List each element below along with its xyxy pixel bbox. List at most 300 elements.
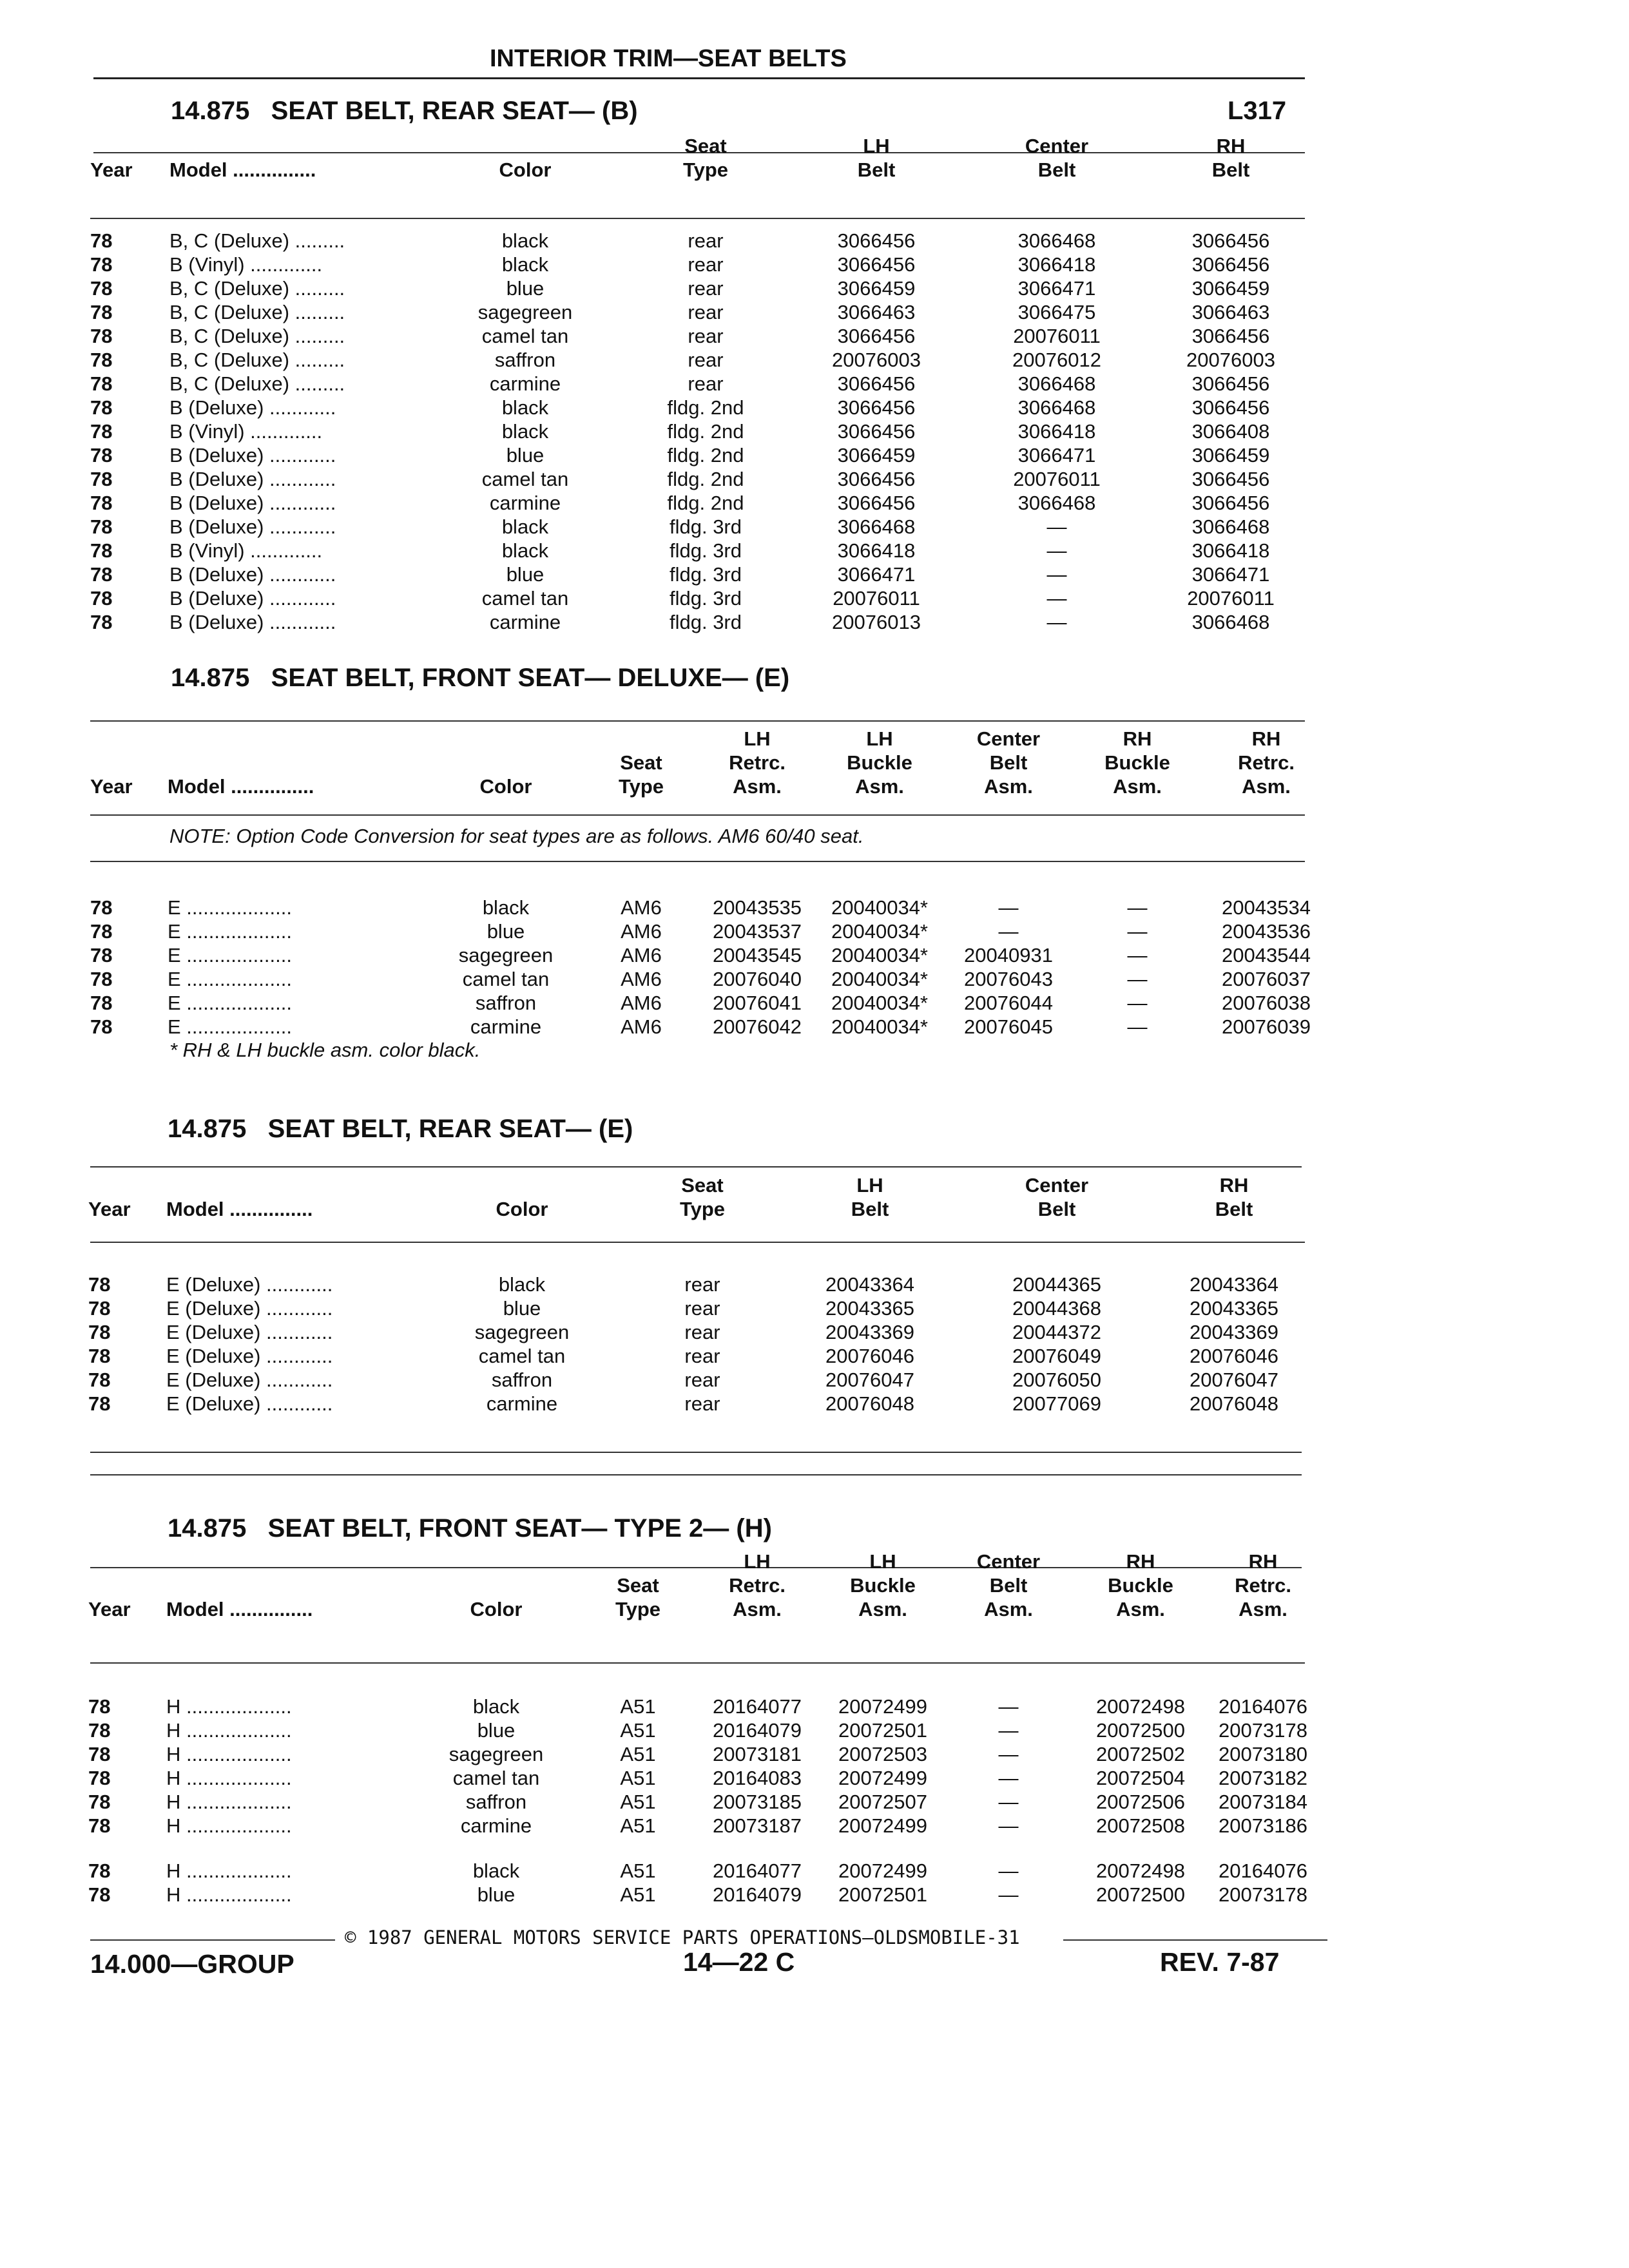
table-cell: 20076046 (1190, 1345, 1278, 1367)
table-cell: 20072499 (838, 1767, 927, 1789)
year-cell: 78 (90, 515, 113, 538)
table-cell: fldg. 3rd (669, 611, 742, 633)
table-cell: — (1046, 587, 1067, 610)
table-cell: 3066468 (1017, 229, 1096, 252)
table-cell: 3066471 (1191, 563, 1270, 586)
table-cell: black (501, 229, 549, 252)
year-cell: 78 (88, 1273, 111, 1296)
table-cell: 20043364 (825, 1273, 914, 1296)
table-cell: 20044372 (1012, 1321, 1101, 1343)
table-cell: carmine (489, 372, 561, 395)
section-end-rule (90, 1474, 1302, 1475)
table-cell: 20076042 (713, 1015, 802, 1038)
table-cell: 3066456 (1191, 492, 1270, 514)
year-cell: 78 (90, 229, 113, 252)
table-cell: camel tan (478, 1345, 566, 1367)
table-cell: 3066456 (1191, 468, 1270, 490)
table-cell: B, C (Deluxe) ......... (169, 277, 345, 300)
table-cell: B, C (Deluxe) ......... (169, 325, 345, 347)
year-cell: 78 (88, 1860, 111, 1882)
table-cell: E (Deluxe) ............ (166, 1321, 333, 1343)
table-cell: E (Deluxe) ............ (166, 1297, 333, 1320)
table-cell: A51 (620, 1719, 656, 1742)
table-cell: saffron (465, 1791, 527, 1813)
table-cell: 20076041 (713, 992, 802, 1014)
column-header: Seat Type (615, 1574, 661, 1620)
table-cell: B, C (Deluxe) ......... (169, 372, 345, 395)
table-cell: 3066471 (1017, 444, 1096, 466)
year-cell: 78 (90, 420, 113, 443)
table-cell: 3066456 (837, 372, 916, 395)
table-cell: 20072503 (838, 1743, 927, 1765)
table-cell: 3066459 (1191, 444, 1270, 466)
table-cell: E ................... (168, 1015, 292, 1038)
table-cell: 20076044 (964, 992, 1053, 1014)
column-header: Center Belt (1025, 1174, 1089, 1220)
table-cell: 20076049 (1012, 1345, 1101, 1367)
table-cell: camel tan (462, 968, 550, 990)
year-cell: 78 (88, 1392, 111, 1415)
table-cell: — (1046, 563, 1067, 586)
year-cell: 78 (90, 587, 113, 610)
page-code: L317 (1228, 97, 1287, 125)
table-cell: 20076013 (832, 611, 921, 633)
column-header: Center Belt Asm. (976, 727, 1041, 798)
section-b-title: 14.875 SEAT BELT, REAR SEAT— (B) (171, 97, 638, 125)
year-cell: 78 (88, 1791, 111, 1813)
table-cell: 3066468 (1017, 372, 1096, 395)
table-cell: rear (684, 1392, 720, 1415)
table-cell: 3066418 (1191, 539, 1270, 562)
table-cell: 20040034* (831, 944, 928, 966)
table-cell: 20076011 (833, 587, 920, 610)
table-cell: rear (688, 349, 724, 371)
table-cell: 20076037 (1222, 968, 1311, 990)
table-cell: 20044365 (1012, 1273, 1101, 1296)
table-cell: rear (684, 1345, 720, 1367)
table-cell: 20073185 (713, 1791, 802, 1813)
table-cell: B (Vinyl) ............. (169, 539, 323, 562)
table-cell: 3066468 (1017, 396, 1096, 419)
table-cell: AM6 (621, 968, 662, 990)
table-cell: B, C (Deluxe) ......... (169, 349, 345, 371)
table-cell: 20043545 (713, 944, 802, 966)
note-rule (90, 861, 1305, 862)
table-cell: E (Deluxe) ............ (166, 1369, 333, 1391)
table-cell: E ................... (168, 992, 292, 1014)
table-cell: AM6 (621, 896, 662, 919)
table-cell: B (Vinyl) ............. (169, 420, 323, 443)
revision: REV. 7-87 (1160, 1947, 1280, 1977)
year-cell: 78 (90, 563, 113, 586)
year-cell: 78 (90, 968, 113, 990)
year-cell: 78 (88, 1345, 111, 1367)
table-cell: H ................... (166, 1791, 292, 1813)
table-cell: carmine (460, 1814, 532, 1837)
year-cell: 78 (90, 896, 113, 919)
table-cell: B (Deluxe) ............ (169, 444, 336, 466)
table-cell: — (1046, 515, 1067, 538)
table-cell: 20072501 (838, 1719, 927, 1742)
column-header: Seat Type (618, 751, 664, 798)
table-cell: 20073180 (1219, 1743, 1307, 1765)
table-cell: 20164079 (713, 1719, 802, 1742)
table-cell: 3066456 (1191, 325, 1270, 347)
table-cell: H ................... (166, 1743, 292, 1765)
table-cell: 20164077 (713, 1860, 802, 1882)
table-cell: 20072501 (838, 1883, 927, 1906)
table-cell: 20164076 (1219, 1860, 1307, 1882)
table-cell: black (501, 515, 549, 538)
table-cell: 20043365 (1190, 1297, 1278, 1320)
header-rule (90, 1662, 1305, 1664)
table-cell: 20072507 (838, 1791, 927, 1813)
column-header: RH Buckle Asm. (1108, 1550, 1173, 1620)
table-cell: 20043365 (825, 1297, 914, 1320)
table-cell: 20073182 (1219, 1767, 1307, 1789)
table-cell: black (498, 1273, 546, 1296)
year-cell: 78 (90, 539, 113, 562)
table-cell: 20072498 (1096, 1695, 1185, 1718)
table-cell: 3066456 (1191, 396, 1270, 419)
section-h-title: 14.875 SEAT BELT, FRONT SEAT— TYPE 2— (H) (168, 1514, 772, 1542)
section-e-rear-title: 14.875 SEAT BELT, REAR SEAT— (E) (168, 1115, 633, 1143)
table-cell: fldg. 3rd (669, 587, 742, 610)
table-cell: — (1046, 539, 1067, 562)
table-cell: 20072500 (1096, 1719, 1185, 1742)
table-cell: 3066456 (1191, 229, 1270, 252)
table-cell: — (1127, 992, 1148, 1014)
year-cell: 78 (88, 1297, 111, 1320)
table-cell: 20076045 (964, 1015, 1053, 1038)
column-header: LH Retrc. Asm. (729, 727, 786, 798)
table-cell: carmine (470, 1015, 542, 1038)
column-header: Color (479, 775, 532, 798)
table-cell: 20040034* (831, 992, 928, 1014)
column-header: Color (470, 1598, 523, 1620)
buckle-footnote: * RH & LH buckle asm. color black. (169, 1039, 481, 1061)
table-cell: H ................... (166, 1695, 292, 1718)
table-cell: — (1127, 1015, 1148, 1038)
table-cell: 20072499 (838, 1860, 927, 1882)
table-cell: rear (684, 1297, 720, 1320)
table-cell: 3066471 (837, 563, 916, 586)
table-cell: — (1127, 944, 1148, 966)
table-cell: 20072508 (1096, 1814, 1185, 1837)
table-cell: H ................... (166, 1719, 292, 1742)
year-cell: 78 (90, 611, 113, 633)
table-cell: black (501, 253, 549, 276)
table-cell: B (Deluxe) ............ (169, 468, 336, 490)
table-cell: black (472, 1860, 520, 1882)
table-cell: — (998, 1791, 1019, 1813)
table-cell: — (998, 1743, 1019, 1765)
table-cell: 20043537 (713, 920, 802, 943)
table-cell: 20164079 (713, 1883, 802, 1906)
table-cell: rear (688, 229, 724, 252)
column-header: Seat Type (682, 135, 729, 181)
table-cell: rear (688, 253, 724, 276)
table-cell: 20073178 (1219, 1719, 1307, 1742)
table-cell: — (998, 1883, 1019, 1906)
table-cell: 3066475 (1017, 301, 1096, 323)
table-cell: B (Deluxe) ............ (169, 611, 336, 633)
table-cell: carmine (489, 492, 561, 514)
table-cell: B, C (Deluxe) ......... (169, 229, 345, 252)
table-cell: A51 (620, 1860, 656, 1882)
table-cell: fldg. 3rd (669, 539, 742, 562)
table-cell: 20077069 (1012, 1392, 1101, 1415)
table-cell: 20040034* (831, 920, 928, 943)
table-cell: E (Deluxe) ............ (166, 1345, 333, 1367)
table-cell: 3066418 (1017, 420, 1096, 443)
table-cell: — (1127, 920, 1148, 943)
table-cell: fldg. 2nd (667, 420, 744, 443)
table-cell: 20072504 (1096, 1767, 1185, 1789)
table-cell: — (998, 896, 1019, 919)
table-cell: fldg. 3rd (669, 563, 742, 586)
table-cell: blue (477, 1719, 516, 1742)
table-cell: 3066459 (837, 444, 916, 466)
table-cell: A51 (620, 1743, 656, 1765)
table-cell: H ................... (166, 1767, 292, 1789)
year-cell: 78 (90, 349, 113, 371)
column-header: Model ............... (166, 1198, 313, 1220)
table-cell: E (Deluxe) ............ (166, 1392, 333, 1415)
table-cell: sagegreen (477, 301, 573, 323)
table-cell: 3066456 (1191, 253, 1270, 276)
table-cell: B, C (Deluxe) ......... (169, 301, 345, 323)
table-cell: 3066468 (837, 515, 916, 538)
table-cell: camel tan (481, 587, 569, 610)
table-cell: blue (487, 920, 525, 943)
column-header: RH Retrc. Asm. (1235, 1550, 1291, 1620)
table-cell: — (1046, 611, 1067, 633)
table-cell: blue (506, 444, 545, 466)
table-cell: 20072506 (1096, 1791, 1185, 1813)
year-cell: 78 (90, 920, 113, 943)
table-cell: AM6 (621, 1015, 662, 1038)
table-cell: 20040034* (831, 896, 928, 919)
table-cell: 3066456 (837, 325, 916, 347)
table-cell: B (Deluxe) ............ (169, 492, 336, 514)
column-header: Center Belt (1025, 135, 1089, 181)
column-header: Year (88, 1598, 131, 1620)
table-cell: 20076048 (825, 1392, 914, 1415)
column-header: RH Belt (1211, 135, 1250, 181)
table-cell: 3066459 (837, 277, 916, 300)
table-cell: H ................... (166, 1814, 292, 1837)
header-rule (93, 77, 1305, 79)
table-cell: 3066459 (1191, 277, 1270, 300)
table-cell: E ................... (168, 920, 292, 943)
copyright: © 1987 GENERAL MOTORS SERVICE PARTS OPERATIONS—OLDSMOBILE-31 (345, 1927, 1020, 1948)
table-cell: 3066456 (837, 468, 916, 490)
table-cell: AM6 (621, 920, 662, 943)
table-cell: 20073184 (1219, 1791, 1307, 1813)
table-cell: 20073186 (1219, 1814, 1307, 1837)
table-cell: 20043364 (1190, 1273, 1278, 1296)
column-header: RH Retrc. Asm. (1238, 727, 1295, 798)
table-cell: carmine (486, 1392, 558, 1415)
table-cell: 3066408 (1191, 420, 1270, 443)
table-cell: A51 (620, 1883, 656, 1906)
table-cell: sagegreen (448, 1743, 544, 1765)
column-header: RH Belt (1215, 1174, 1253, 1220)
table-cell: 20044368 (1012, 1297, 1101, 1320)
table-cell: A51 (620, 1814, 656, 1837)
year-cell: 78 (90, 325, 113, 347)
table-cell: 20073181 (713, 1743, 802, 1765)
table-cell: saffron (494, 349, 556, 371)
year-cell: 78 (90, 253, 113, 276)
table-cell: 20043535 (713, 896, 802, 919)
table-cell: 20043536 (1222, 920, 1311, 943)
year-cell: 78 (90, 444, 113, 466)
table-cell: B (Deluxe) ............ (169, 396, 336, 419)
table-cell: — (1127, 968, 1148, 990)
table-cell: 20076011 (1187, 587, 1275, 610)
column-header: Color (499, 159, 552, 181)
table-cell: black (472, 1695, 520, 1718)
table-cell: B (Deluxe) ............ (169, 563, 336, 586)
year-cell: 78 (90, 944, 113, 966)
column-header: Year (90, 775, 133, 798)
table-cell: fldg. 2nd (667, 444, 744, 466)
table-cell: saffron (475, 992, 537, 1014)
table-cell: 20076012 (1012, 349, 1101, 371)
table-cell: 20076011 (1013, 325, 1101, 347)
column-header: Year (90, 159, 133, 181)
column-header: Model ............... (166, 1598, 313, 1620)
table-cell: 3066468 (1191, 611, 1270, 633)
table-cell: sagegreen (474, 1321, 570, 1343)
table-cell: — (998, 1860, 1019, 1882)
table-cell: — (998, 1695, 1019, 1718)
table-cell: A51 (620, 1695, 656, 1718)
table-cell: 3066463 (1191, 301, 1270, 323)
table-cell: 3066471 (1017, 277, 1096, 300)
table-cell: 20076038 (1222, 992, 1311, 1014)
table-cell: rear (684, 1321, 720, 1343)
table-cell: 20164077 (713, 1695, 802, 1718)
year-cell: 78 (90, 992, 113, 1014)
header-rule (90, 814, 1305, 816)
table-cell: camel tan (452, 1767, 540, 1789)
table-cell: blue (506, 277, 545, 300)
table-cell: 20076011 (1013, 468, 1101, 490)
table-cell: 3066456 (837, 229, 916, 252)
column-header: Center Belt Asm. (976, 1550, 1041, 1620)
table-cell: 20076003 (832, 349, 921, 371)
table-cell: blue (506, 563, 545, 586)
table-cell: 20072502 (1096, 1743, 1185, 1765)
column-header: Color (496, 1198, 548, 1220)
table-cell: blue (503, 1297, 541, 1320)
table-cell: — (998, 1767, 1019, 1789)
table-cell: — (998, 1719, 1019, 1742)
table-cell: E ................... (168, 968, 292, 990)
header-rule (90, 218, 1305, 219)
table-cell: 20076003 (1186, 349, 1275, 371)
section-e-front-title: 14.875 SEAT BELT, FRONT SEAT— DELUXE— (E) (171, 664, 790, 692)
table-cell: blue (477, 1883, 516, 1906)
page-number: 14—22 C (683, 1947, 795, 1977)
section-e-rear-top-rule (90, 1166, 1302, 1168)
table-cell: 20076047 (825, 1369, 914, 1391)
column-header: LH Buckle Asm. (847, 727, 912, 798)
table-cell: rear (688, 372, 724, 395)
column-header: LH Belt (857, 135, 896, 181)
table-cell: 20076047 (1190, 1369, 1278, 1391)
column-header: RH Buckle Asm. (1104, 727, 1170, 798)
table-cell: 20164076 (1219, 1695, 1307, 1718)
column-header: Model ............... (169, 159, 316, 181)
year-cell: 78 (88, 1767, 111, 1789)
table-cell: sagegreen (458, 944, 554, 966)
table-cell: fldg. 2nd (667, 396, 744, 419)
table-cell: rear (688, 277, 724, 300)
table-cell: H ................... (166, 1883, 292, 1906)
table-cell: saffron (491, 1369, 553, 1391)
section-end-rule (90, 1452, 1302, 1453)
table-cell: 3066456 (837, 396, 916, 419)
table-cell: 20076039 (1222, 1015, 1311, 1038)
table-cell: — (1127, 896, 1148, 919)
table-cell: A51 (620, 1767, 656, 1789)
table-cell: 20072499 (838, 1695, 927, 1718)
year-cell: 78 (88, 1814, 111, 1837)
year-cell: 78 (90, 1015, 113, 1038)
table-cell: 3066418 (1017, 253, 1096, 276)
header-rule (90, 1242, 1305, 1243)
table-cell: H ................... (166, 1860, 292, 1882)
table-cell: 3066456 (837, 253, 916, 276)
table-cell: 20076040 (713, 968, 802, 990)
table-cell: 3066463 (837, 301, 916, 323)
table-cell: E ................... (168, 944, 292, 966)
group-label: 14.000—GROUP (90, 1949, 294, 1979)
table-cell: 20076046 (825, 1345, 914, 1367)
column-header: Year (88, 1198, 131, 1220)
table-cell: 20073187 (713, 1814, 802, 1837)
year-cell: 78 (90, 277, 113, 300)
table-cell: AM6 (621, 944, 662, 966)
section-e-front-top-rule (90, 720, 1305, 722)
table-cell: 3066456 (837, 420, 916, 443)
table-cell: fldg. 3rd (669, 515, 742, 538)
column-header: LH Buckle Asm. (850, 1550, 916, 1620)
year-cell: 78 (88, 1369, 111, 1391)
table-cell: carmine (489, 611, 561, 633)
table-cell: 20040034* (831, 1015, 928, 1038)
table-cell: 20043544 (1222, 944, 1311, 966)
table-cell: 20076050 (1012, 1369, 1101, 1391)
year-cell: 78 (90, 492, 113, 514)
table-cell: camel tan (481, 468, 569, 490)
year-cell: 78 (90, 301, 113, 323)
table-cell: 20043369 (825, 1321, 914, 1343)
table-cell: B (Deluxe) ............ (169, 515, 336, 538)
table-cell: rear (688, 325, 724, 347)
year-cell: 78 (88, 1695, 111, 1718)
table-cell: black (501, 420, 549, 443)
table-cell: — (998, 920, 1019, 943)
table-cell: 20076048 (1190, 1392, 1278, 1415)
table-cell: E ................... (168, 896, 292, 919)
table-cell: 3066468 (1191, 515, 1270, 538)
year-cell: 78 (90, 468, 113, 490)
